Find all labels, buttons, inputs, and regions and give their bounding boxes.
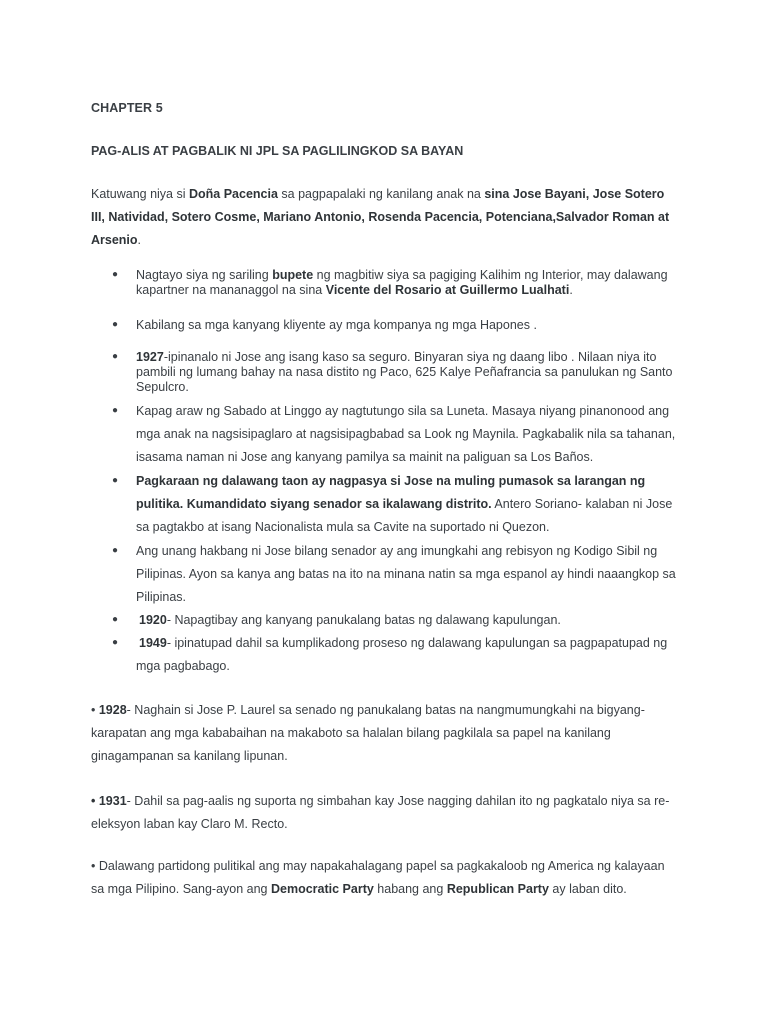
text-run: Nagtayo siya ng sariling: [136, 268, 273, 282]
text-run: ay laban dito.: [548, 882, 627, 896]
bold-run: 1928: [98, 703, 127, 717]
bold-run: • 1931: [91, 794, 127, 808]
bold-run: Vicente del Rosario at Guillermo Lualhati: [325, 283, 570, 297]
intro-text-3: .: [137, 233, 142, 247]
bullet-marker: ●: [112, 351, 119, 362]
bold-run: 1927: [136, 350, 164, 364]
intro-bold-2: sina Jose Bayani, Jose Sotero III, Natividad, Sotero Cosme, Mariano Antonio, Rosenda Pacencia, Potenciana,Salvador Roman at Arsenio: [91, 187, 670, 247]
bullet-marker: ●: [112, 269, 119, 280]
text-run: ng magbitiw siya sa pagiging Kalihim ng Interior, may dalawang kapartner na mananaggol na sina: [136, 268, 668, 297]
paragraph-1931: [91, 790, 676, 836]
chapter-title: PAG-ALIS AT PAGBALIK NI JPL SA PAGLILINGKOD SA BAYAN: [91, 144, 464, 158]
bullet-marker: ●: [112, 614, 119, 625]
text-run: - Naghain si Jose P. Laurel sa senado ng panukalang batas na nangmumungkahi na bigyang-karapatan ang mga kababaihan na makaboto sa halalan bilang pagkilala sa papel na kanilang ginagampanan sa kanilang lipunan.: [91, 703, 645, 763]
text-run: •: [91, 703, 99, 717]
bullet-marker: ●: [112, 545, 119, 556]
bold-run: 1920: [139, 613, 167, 627]
intro-bold-1: Doña Pacencia: [188, 187, 278, 201]
bullet-marker: ●: [112, 475, 119, 486]
text-run: habang ang: [373, 882, 447, 896]
text-run: - Napagtibay ang kanyang panukalang batas ng dalawang kapulungan.: [166, 613, 561, 627]
intro-text-1: Katuwang niya si: [91, 187, 189, 201]
list-item-text: Ang unang hakbang ni Jose bilang senador ay ang imungkahi ang rebisyon ng Kodigo Sibil ng Pilipinas. Ayon sa kanya ang batas na ito na minana natin sa mga espanol ay hindi naaangkop sa Pilipinas.: [136, 544, 676, 604]
text-run: .: [569, 283, 573, 297]
text-run: - Dahil sa pag-aalis ng suporta ng simbahan kay Jose nagging dahilan ito ng pagkatalo niya sa re-eleksyon laban kay Claro M. Recto.: [91, 794, 670, 831]
text-run: - ipinatupad dahil sa kumplikadong proseso ng dalawang kapulungan sa pagpapatupad ng mga pagbabago.: [136, 636, 668, 673]
bold-run: bupete: [272, 268, 314, 282]
intro-text-2: sa pagpapalaki ng kanilang anak na: [277, 187, 485, 201]
paragraph-parties: [91, 855, 676, 901]
list-item-text: Kapag araw ng Sabado at Linggo ay nagtutungo sila sa Luneta. Masaya niyang pinanonood ang mga anak na nagsisipaglaro at nagsisipagbabad sa Look ng Maynila. Pagkabalik nila sa tahanan, isasama naman ni Jose ang kanyang pamilya sa mainit na paliguan sa Los Baños.: [136, 404, 676, 464]
text-run: -ipinanalo ni Jose ang isang kaso sa seguro. Binyaran siya ng daang libo . Nilaan niya ito pambili ng lumang bahay na nasa distito ng Paco, 625 Kalye Peñafrancia sa panulukan ng Santo Sepulcro.: [136, 350, 673, 394]
list-item-text: [136, 350, 676, 395]
bullet-marker: ●: [112, 637, 119, 648]
paragraph-1928: [91, 699, 676, 768]
bold-run: Republican Party: [446, 882, 549, 896]
bold-run: 1949: [139, 636, 167, 650]
intro-paragraph: [91, 183, 676, 252]
chapter-heading: CHAPTER 5: [91, 101, 163, 115]
list-item-text: [136, 632, 676, 678]
list-item-text: Kabilang sa mga kanyang kliyente ay mga kompanya ng mga Hapones .: [136, 318, 537, 332]
list-item-text: [136, 268, 676, 298]
bold-run: Democratic Party: [270, 882, 374, 896]
text-run: • Dalawang partidong pulitikal ang may napakahalagang papel sa pagkakaloob ng America ng kalayaan sa mga Pilipino. Sang-ayon ang: [91, 859, 665, 896]
bold-run: Pagkaraan ng dalawang taon ay nagpasya si Jose na muling pumasok sa larangan ng pulitika. Kumandidato siyang senador sa ikalawang distrito.: [136, 474, 646, 511]
bullet-marker: ●: [112, 405, 119, 416]
list-item-text: [139, 609, 679, 632]
list-item-text: [136, 470, 676, 539]
text-run: Antero Soriano- kalaban ni Jose sa pagtakbo at isang Nacionalista mula sa Cavite na suportado ni Quezon.: [136, 497, 673, 534]
bullet-marker: ●: [112, 319, 119, 330]
